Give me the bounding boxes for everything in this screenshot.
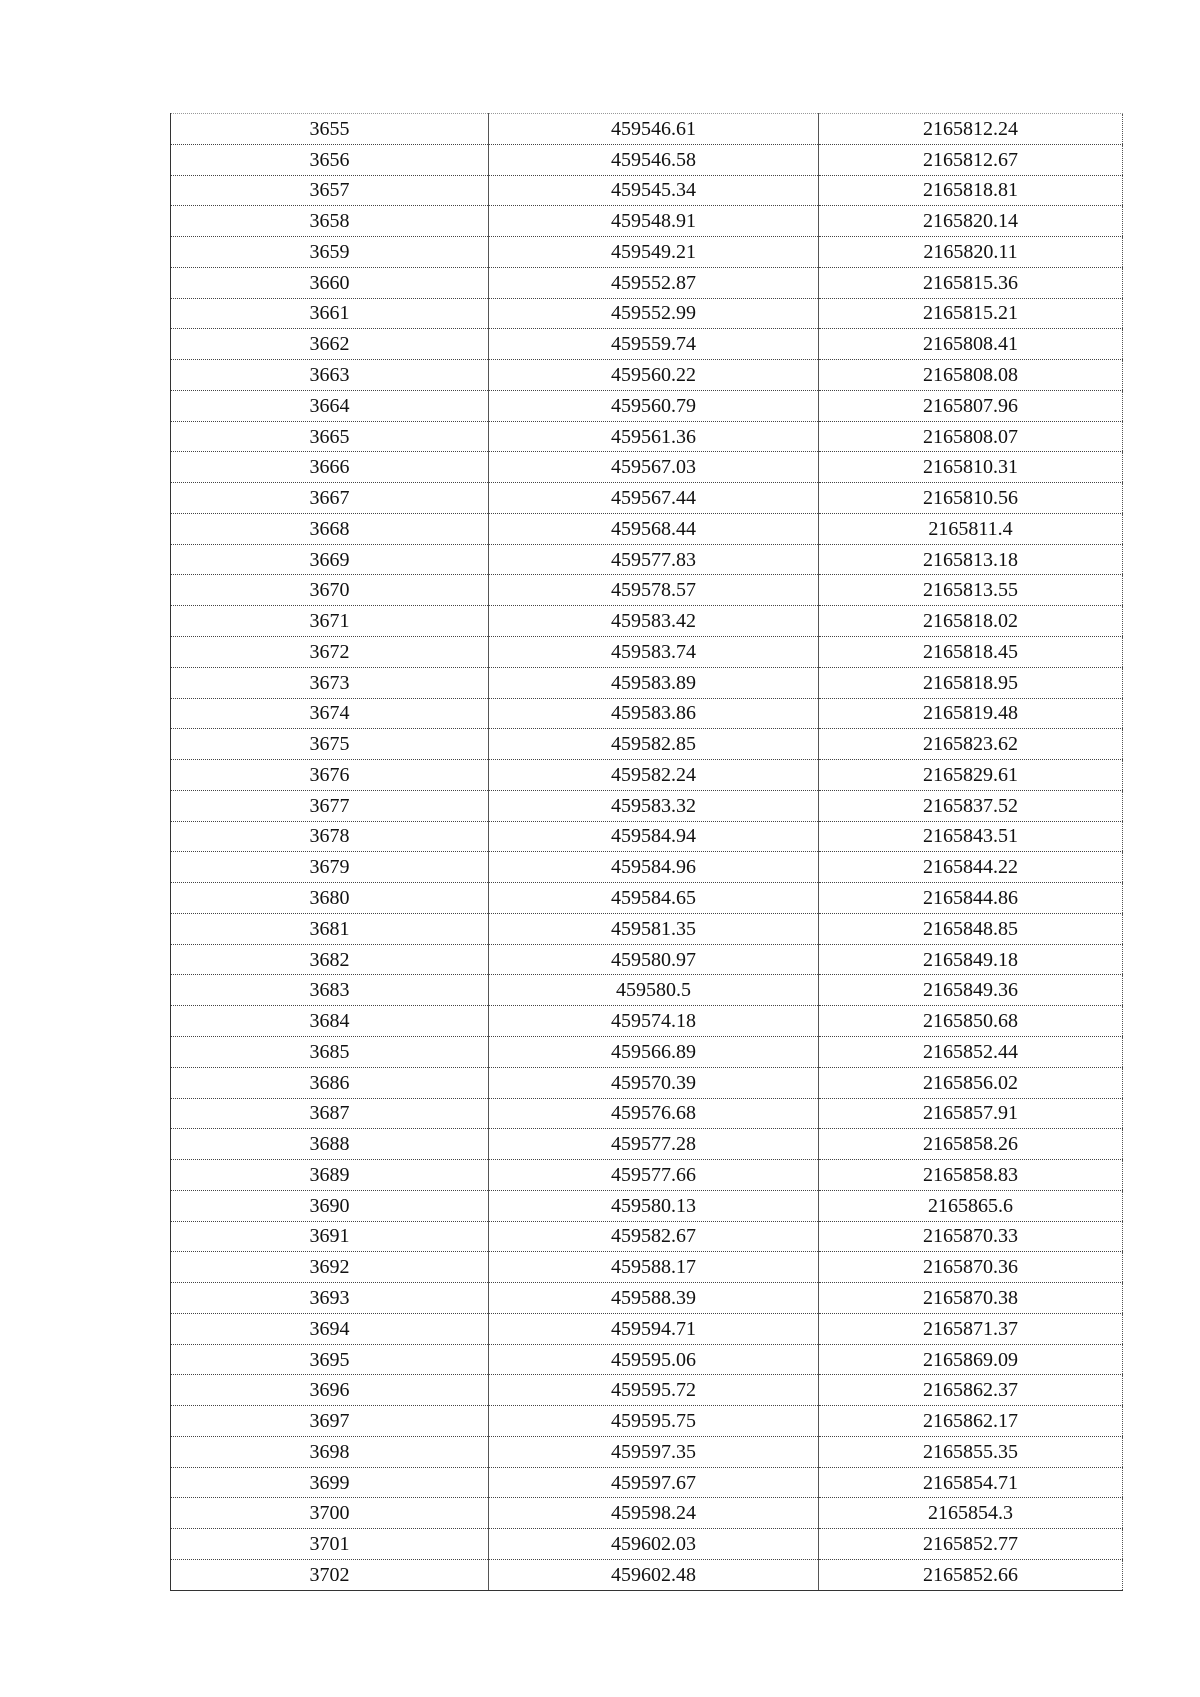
y-coordinate-cell: 2165815.21 — [819, 298, 1123, 329]
table-row — [171, 637, 1123, 668]
x-coordinate-cell: 459577.83 — [489, 544, 819, 575]
point-id-cell: 3669 — [171, 544, 489, 575]
point-id-cell: 3659 — [171, 237, 489, 268]
x-coordinate-cell: 459568.44 — [489, 513, 819, 544]
point-id-cell: 3681 — [171, 913, 489, 944]
table-row — [171, 360, 1123, 391]
point-id-cell: 3673 — [171, 667, 489, 698]
y-coordinate-cell: 2165837.52 — [819, 790, 1123, 821]
x-coordinate-cell: 459570.39 — [489, 1067, 819, 1098]
x-coordinate-cell: 459584.96 — [489, 852, 819, 883]
x-coordinate-cell: 459597.35 — [489, 1436, 819, 1467]
point-id-cell: 3702 — [171, 1559, 489, 1590]
point-id-cell: 3671 — [171, 606, 489, 637]
x-coordinate-cell: 459582.67 — [489, 1221, 819, 1252]
y-coordinate-cell: 2165869.09 — [819, 1344, 1123, 1375]
y-coordinate-cell: 2165858.83 — [819, 1160, 1123, 1191]
y-coordinate-cell: 2165844.22 — [819, 852, 1123, 883]
x-coordinate-cell: 459548.91 — [489, 206, 819, 237]
point-id-cell: 3697 — [171, 1406, 489, 1437]
y-coordinate-cell: 2165870.36 — [819, 1252, 1123, 1283]
table-row — [171, 544, 1123, 575]
point-id-cell: 3678 — [171, 821, 489, 852]
y-coordinate-cell: 2165862.37 — [819, 1375, 1123, 1406]
x-coordinate-cell: 459598.24 — [489, 1498, 819, 1529]
table-row — [171, 1252, 1123, 1283]
x-coordinate-cell: 459588.17 — [489, 1252, 819, 1283]
x-coordinate-cell: 459582.85 — [489, 729, 819, 760]
x-coordinate-cell: 459545.34 — [489, 175, 819, 206]
point-id-cell: 3698 — [171, 1436, 489, 1467]
x-coordinate-cell: 459595.06 — [489, 1344, 819, 1375]
point-id-cell: 3682 — [171, 944, 489, 975]
x-coordinate-cell: 459576.68 — [489, 1098, 819, 1129]
y-coordinate-cell: 2165808.08 — [819, 360, 1123, 391]
point-id-cell: 3683 — [171, 975, 489, 1006]
x-coordinate-cell: 459567.03 — [489, 452, 819, 483]
point-id-cell: 3668 — [171, 513, 489, 544]
table-row — [171, 1036, 1123, 1067]
table-row — [171, 1129, 1123, 1160]
y-coordinate-cell: 2165823.62 — [819, 729, 1123, 760]
table-row — [171, 1098, 1123, 1129]
point-id-cell: 3692 — [171, 1252, 489, 1283]
x-coordinate-cell: 459597.67 — [489, 1467, 819, 1498]
y-coordinate-cell: 2165811.4 — [819, 513, 1123, 544]
point-id-cell: 3699 — [171, 1467, 489, 1498]
y-coordinate-cell: 2165820.14 — [819, 206, 1123, 237]
point-id-cell: 3666 — [171, 452, 489, 483]
y-coordinate-cell: 2165849.18 — [819, 944, 1123, 975]
point-id-cell: 3700 — [171, 1498, 489, 1529]
table-row — [171, 821, 1123, 852]
point-id-cell: 3675 — [171, 729, 489, 760]
point-id-cell: 3689 — [171, 1160, 489, 1191]
y-coordinate-cell: 2165857.91 — [819, 1098, 1123, 1129]
x-coordinate-cell: 459580.97 — [489, 944, 819, 975]
table-row — [171, 1559, 1123, 1590]
point-id-cell: 3672 — [171, 637, 489, 668]
table-row — [171, 390, 1123, 421]
point-id-cell: 3696 — [171, 1375, 489, 1406]
coordinate-table — [170, 113, 1123, 1591]
point-id-cell: 3695 — [171, 1344, 489, 1375]
y-coordinate-cell: 2165818.95 — [819, 667, 1123, 698]
table-row — [171, 513, 1123, 544]
point-id-cell: 3662 — [171, 329, 489, 360]
point-id-cell: 3674 — [171, 698, 489, 729]
x-coordinate-cell: 459546.58 — [489, 144, 819, 175]
point-id-cell: 3701 — [171, 1529, 489, 1560]
point-id-cell: 3676 — [171, 760, 489, 791]
y-coordinate-cell: 2165854.71 — [819, 1467, 1123, 1498]
table-row — [171, 913, 1123, 944]
table-row — [171, 114, 1123, 145]
x-coordinate-cell: 459580.5 — [489, 975, 819, 1006]
x-coordinate-cell: 459546.61 — [489, 114, 819, 145]
table-row — [171, 606, 1123, 637]
x-coordinate-cell: 459567.44 — [489, 483, 819, 514]
y-coordinate-cell: 2165807.96 — [819, 390, 1123, 421]
table-row — [171, 237, 1123, 268]
x-coordinate-cell: 459583.32 — [489, 790, 819, 821]
point-id-cell: 3684 — [171, 1006, 489, 1037]
y-coordinate-cell: 2165862.17 — [819, 1406, 1123, 1437]
point-id-cell: 3694 — [171, 1313, 489, 1344]
table-row — [171, 1190, 1123, 1221]
x-coordinate-cell: 459560.22 — [489, 360, 819, 391]
point-id-cell: 3664 — [171, 390, 489, 421]
table-row — [171, 1498, 1123, 1529]
x-coordinate-cell: 459602.03 — [489, 1529, 819, 1560]
x-coordinate-cell: 459602.48 — [489, 1559, 819, 1590]
y-coordinate-cell: 2165852.77 — [819, 1529, 1123, 1560]
point-id-cell: 3677 — [171, 790, 489, 821]
table-row — [171, 575, 1123, 606]
table-row — [171, 790, 1123, 821]
y-coordinate-cell: 2165808.07 — [819, 421, 1123, 452]
x-coordinate-cell: 459583.89 — [489, 667, 819, 698]
y-coordinate-cell: 2165870.33 — [819, 1221, 1123, 1252]
y-coordinate-cell: 2165858.26 — [819, 1129, 1123, 1160]
x-coordinate-cell: 459594.71 — [489, 1313, 819, 1344]
table-row — [171, 667, 1123, 698]
table-row — [171, 944, 1123, 975]
x-coordinate-cell: 459560.79 — [489, 390, 819, 421]
table-row — [171, 1006, 1123, 1037]
y-coordinate-cell: 2165815.36 — [819, 267, 1123, 298]
point-id-cell: 3665 — [171, 421, 489, 452]
point-id-cell: 3667 — [171, 483, 489, 514]
y-coordinate-cell: 2165810.31 — [819, 452, 1123, 483]
table-row — [171, 206, 1123, 237]
table-row — [171, 298, 1123, 329]
table-row — [171, 883, 1123, 914]
y-coordinate-cell: 2165852.66 — [819, 1559, 1123, 1590]
point-id-cell: 3661 — [171, 298, 489, 329]
table-row — [171, 1313, 1123, 1344]
x-coordinate-cell: 459552.99 — [489, 298, 819, 329]
y-coordinate-cell: 2165871.37 — [819, 1313, 1123, 1344]
x-coordinate-cell: 459584.65 — [489, 883, 819, 914]
y-coordinate-cell: 2165820.11 — [819, 237, 1123, 268]
point-id-cell: 3690 — [171, 1190, 489, 1221]
table-row — [171, 852, 1123, 883]
point-id-cell: 3657 — [171, 175, 489, 206]
y-coordinate-cell: 2165848.85 — [819, 913, 1123, 944]
point-id-cell: 3656 — [171, 144, 489, 175]
table-row — [171, 975, 1123, 1006]
x-coordinate-cell: 459552.87 — [489, 267, 819, 298]
table-row — [171, 267, 1123, 298]
y-coordinate-cell: 2165844.86 — [819, 883, 1123, 914]
point-id-cell: 3670 — [171, 575, 489, 606]
x-coordinate-cell: 459583.42 — [489, 606, 819, 637]
table-row — [171, 1160, 1123, 1191]
table-row — [171, 1221, 1123, 1252]
x-coordinate-cell: 459582.24 — [489, 760, 819, 791]
x-coordinate-cell: 459577.66 — [489, 1160, 819, 1191]
point-id-cell: 3691 — [171, 1221, 489, 1252]
y-coordinate-cell: 2165854.3 — [819, 1498, 1123, 1529]
x-coordinate-cell: 459583.74 — [489, 637, 819, 668]
x-coordinate-cell: 459559.74 — [489, 329, 819, 360]
y-coordinate-cell: 2165810.56 — [819, 483, 1123, 514]
point-id-cell: 3685 — [171, 1036, 489, 1067]
table-row — [171, 1436, 1123, 1467]
x-coordinate-cell: 459584.94 — [489, 821, 819, 852]
y-coordinate-cell: 2165870.38 — [819, 1283, 1123, 1314]
x-coordinate-cell: 459588.39 — [489, 1283, 819, 1314]
y-coordinate-cell: 2165843.51 — [819, 821, 1123, 852]
y-coordinate-cell: 2165850.68 — [819, 1006, 1123, 1037]
x-coordinate-cell: 459574.18 — [489, 1006, 819, 1037]
x-coordinate-cell: 459595.75 — [489, 1406, 819, 1437]
point-id-cell: 3679 — [171, 852, 489, 883]
table-row — [171, 452, 1123, 483]
point-id-cell: 3687 — [171, 1098, 489, 1129]
x-coordinate-cell: 459578.57 — [489, 575, 819, 606]
table-row — [171, 1067, 1123, 1098]
y-coordinate-cell: 2165813.18 — [819, 544, 1123, 575]
y-coordinate-cell: 2165818.02 — [819, 606, 1123, 637]
y-coordinate-cell: 2165812.24 — [819, 114, 1123, 145]
x-coordinate-cell: 459566.89 — [489, 1036, 819, 1067]
table-row — [171, 760, 1123, 791]
table-row — [171, 698, 1123, 729]
y-coordinate-cell: 2165849.36 — [819, 975, 1123, 1006]
table-row — [171, 1529, 1123, 1560]
y-coordinate-cell: 2165812.67 — [819, 144, 1123, 175]
table-row — [171, 729, 1123, 760]
x-coordinate-cell: 459595.72 — [489, 1375, 819, 1406]
x-coordinate-cell: 459581.35 — [489, 913, 819, 944]
x-coordinate-cell: 459561.36 — [489, 421, 819, 452]
y-coordinate-cell: 2165813.55 — [819, 575, 1123, 606]
y-coordinate-cell: 2165818.45 — [819, 637, 1123, 668]
coordinate-table-body — [171, 114, 1123, 1591]
point-id-cell: 3688 — [171, 1129, 489, 1160]
y-coordinate-cell: 2165856.02 — [819, 1067, 1123, 1098]
point-id-cell: 3660 — [171, 267, 489, 298]
y-coordinate-cell: 2165865.6 — [819, 1190, 1123, 1221]
y-coordinate-cell: 2165855.35 — [819, 1436, 1123, 1467]
table-row — [171, 1467, 1123, 1498]
y-coordinate-cell: 2165819.48 — [819, 698, 1123, 729]
point-id-cell: 3693 — [171, 1283, 489, 1314]
point-id-cell: 3663 — [171, 360, 489, 391]
y-coordinate-cell: 2165818.81 — [819, 175, 1123, 206]
y-coordinate-cell: 2165808.41 — [819, 329, 1123, 360]
y-coordinate-cell: 2165829.61 — [819, 760, 1123, 791]
table-row — [171, 329, 1123, 360]
table-row — [171, 1344, 1123, 1375]
x-coordinate-cell: 459549.21 — [489, 237, 819, 268]
table-row — [171, 421, 1123, 452]
table-row — [171, 1375, 1123, 1406]
table-row — [171, 1283, 1123, 1314]
table-row — [171, 144, 1123, 175]
point-id-cell: 3686 — [171, 1067, 489, 1098]
x-coordinate-cell: 459577.28 — [489, 1129, 819, 1160]
x-coordinate-cell: 459583.86 — [489, 698, 819, 729]
point-id-cell: 3655 — [171, 114, 489, 145]
point-id-cell: 3680 — [171, 883, 489, 914]
table-row — [171, 1406, 1123, 1437]
point-id-cell: 3658 — [171, 206, 489, 237]
x-coordinate-cell: 459580.13 — [489, 1190, 819, 1221]
table-row — [171, 175, 1123, 206]
y-coordinate-cell: 2165852.44 — [819, 1036, 1123, 1067]
table-row — [171, 483, 1123, 514]
